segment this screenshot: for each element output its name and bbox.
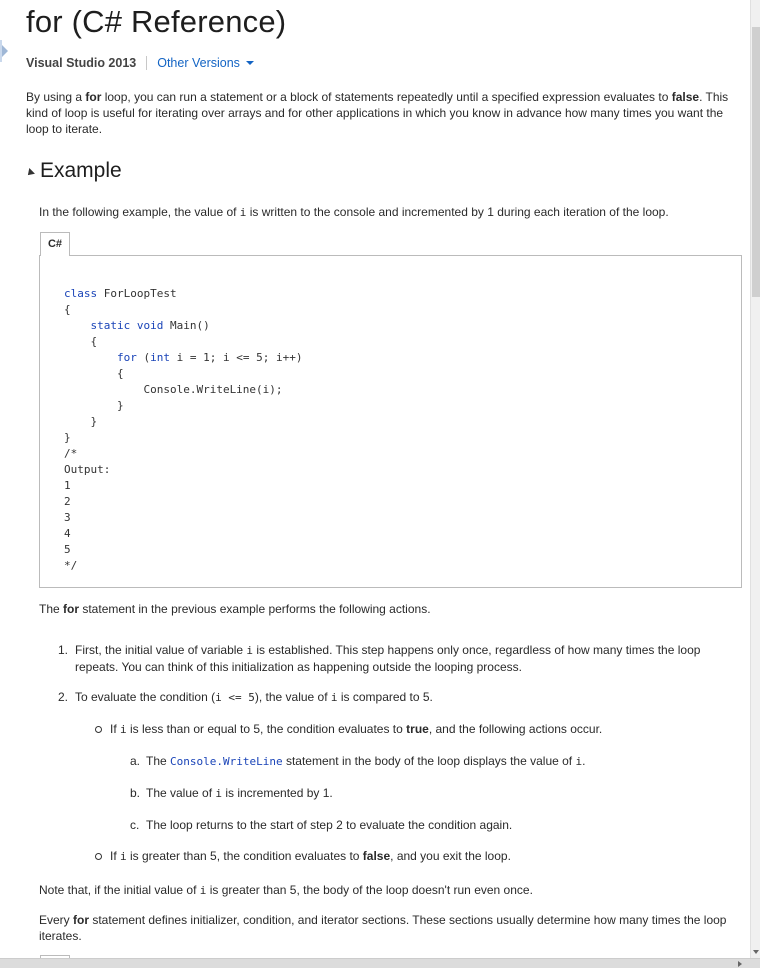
list-letter: c. bbox=[130, 818, 140, 832]
text: is greater than 5, the body of the loop doesn't run even once. bbox=[206, 883, 533, 897]
text: is established. This step happens only once, regardless of how many times the loop repeats. You can think of this initialization as happening outside the looping process. bbox=[75, 643, 701, 674]
list-item bbox=[93, 721, 738, 833]
text: , and the following actions occur. bbox=[428, 722, 603, 736]
text: To evaluate the condition ( bbox=[75, 690, 216, 704]
inline-code: i bbox=[239, 206, 247, 219]
code-language-tab[interactable]: C# bbox=[40, 232, 70, 256]
code-block bbox=[39, 255, 742, 588]
text: Note that, if the initial value of bbox=[39, 883, 200, 897]
other-versions-label: Other Versions bbox=[157, 56, 240, 70]
text: . bbox=[582, 754, 586, 768]
version-separator bbox=[146, 56, 147, 70]
text: is greater than 5, the condition evaluates to bbox=[126, 849, 363, 863]
scroll-down-arrow-icon[interactable] bbox=[753, 950, 759, 954]
text: The loop returns to the start of step 2 to evaluate the condition again. bbox=[146, 818, 513, 832]
inline-code: i <= 5 bbox=[215, 691, 255, 704]
scroll-right-arrow-icon[interactable] bbox=[738, 961, 742, 967]
text: is less than or equal to 5, the condition evaluates to bbox=[126, 722, 407, 736]
list-item bbox=[130, 753, 738, 770]
code-content: class ForLoopTest { static void Main() { for (int i = 1; i <= 5; i++) { Console.WriteLine(i); } } } /* Output: 1 2 3 4 5 */ bbox=[64, 287, 303, 572]
condition-bullets bbox=[93, 721, 738, 865]
text: statement in the previous example performs the following actions. bbox=[79, 602, 431, 616]
inline-code: i bbox=[330, 691, 338, 704]
list-item bbox=[58, 689, 738, 865]
inline-code: i bbox=[215, 787, 222, 800]
inline-code: i bbox=[199, 884, 207, 897]
scrollbar-thumb[interactable] bbox=[752, 27, 760, 297]
page-title: for (C# Reference) bbox=[26, 4, 287, 39]
intro-text: By using a bbox=[26, 90, 86, 104]
other-versions-dropdown[interactable] bbox=[157, 56, 254, 70]
horizontal-scrollbar[interactable] bbox=[0, 958, 760, 968]
section-example-header[interactable] bbox=[26, 159, 122, 183]
text: is incremented by 1. bbox=[222, 786, 333, 800]
bold-text: for bbox=[63, 602, 80, 616]
inline-code: i bbox=[575, 755, 583, 768]
text: statement defines initializer, condition, and iterator sections. These sections usually determine how many times the loop iterates. bbox=[39, 913, 727, 943]
list-letter: a. bbox=[130, 754, 141, 768]
bold-text: true bbox=[406, 722, 429, 736]
text: ), the value of bbox=[254, 690, 331, 704]
every-for-paragraph bbox=[39, 912, 729, 944]
section-title: Example bbox=[40, 159, 122, 182]
inline-code: i bbox=[246, 644, 254, 657]
text: , and you exit the loop. bbox=[390, 849, 511, 863]
intro-text: loop, you can run a statement or a block of statements repeatedly until a specified expression evaluates to bbox=[101, 90, 672, 104]
bold-text: for bbox=[73, 913, 90, 927]
text: statement in the body of the loop displays the value of bbox=[282, 754, 576, 768]
text: is written to the console and incremented by 1 during each iteration of the loop. bbox=[246, 205, 669, 219]
list-number: 1. bbox=[58, 643, 69, 657]
collapse-arrow-icon[interactable] bbox=[2, 45, 8, 57]
intro-text: . This kind of loop is useful for iterating over arrays and for other applications in which you know in advance how many times you want the loop to iterate. bbox=[26, 90, 729, 136]
intro-for-bold: for bbox=[85, 90, 102, 104]
sub-steps-list bbox=[130, 753, 738, 833]
list-letter: b. bbox=[130, 786, 141, 800]
text: First, the initial value of variable bbox=[75, 643, 247, 657]
text: is compared to 5. bbox=[337, 690, 433, 704]
note-paragraph bbox=[39, 882, 533, 899]
after-code-paragraph bbox=[39, 601, 431, 617]
collapse-triangle-icon[interactable] bbox=[25, 168, 35, 178]
list-item bbox=[130, 785, 738, 802]
version-bar bbox=[26, 56, 254, 70]
bold-text: false bbox=[362, 849, 391, 863]
intro-paragraph bbox=[26, 89, 736, 137]
chevron-down-icon bbox=[246, 61, 254, 65]
steps-list bbox=[58, 642, 738, 880]
text: The bbox=[39, 602, 64, 616]
list-item bbox=[93, 848, 738, 865]
text: In the following example, the value of bbox=[39, 205, 240, 219]
text: The value of bbox=[146, 786, 216, 800]
text: Every bbox=[39, 913, 74, 927]
list-number: 2. bbox=[58, 690, 69, 704]
vertical-scrollbar[interactable] bbox=[750, 0, 760, 958]
text: If bbox=[110, 722, 121, 736]
list-item bbox=[58, 642, 738, 675]
example-description bbox=[39, 204, 669, 221]
list-item bbox=[130, 817, 738, 833]
inline-code: Console.WriteLine bbox=[170, 755, 283, 768]
inline-code: i bbox=[120, 723, 127, 736]
text: The bbox=[146, 754, 171, 768]
intro-false-bold: false bbox=[671, 90, 700, 104]
current-version: Visual Studio 2013 bbox=[26, 56, 137, 70]
text: If bbox=[110, 849, 121, 863]
inline-code: i bbox=[120, 850, 127, 863]
